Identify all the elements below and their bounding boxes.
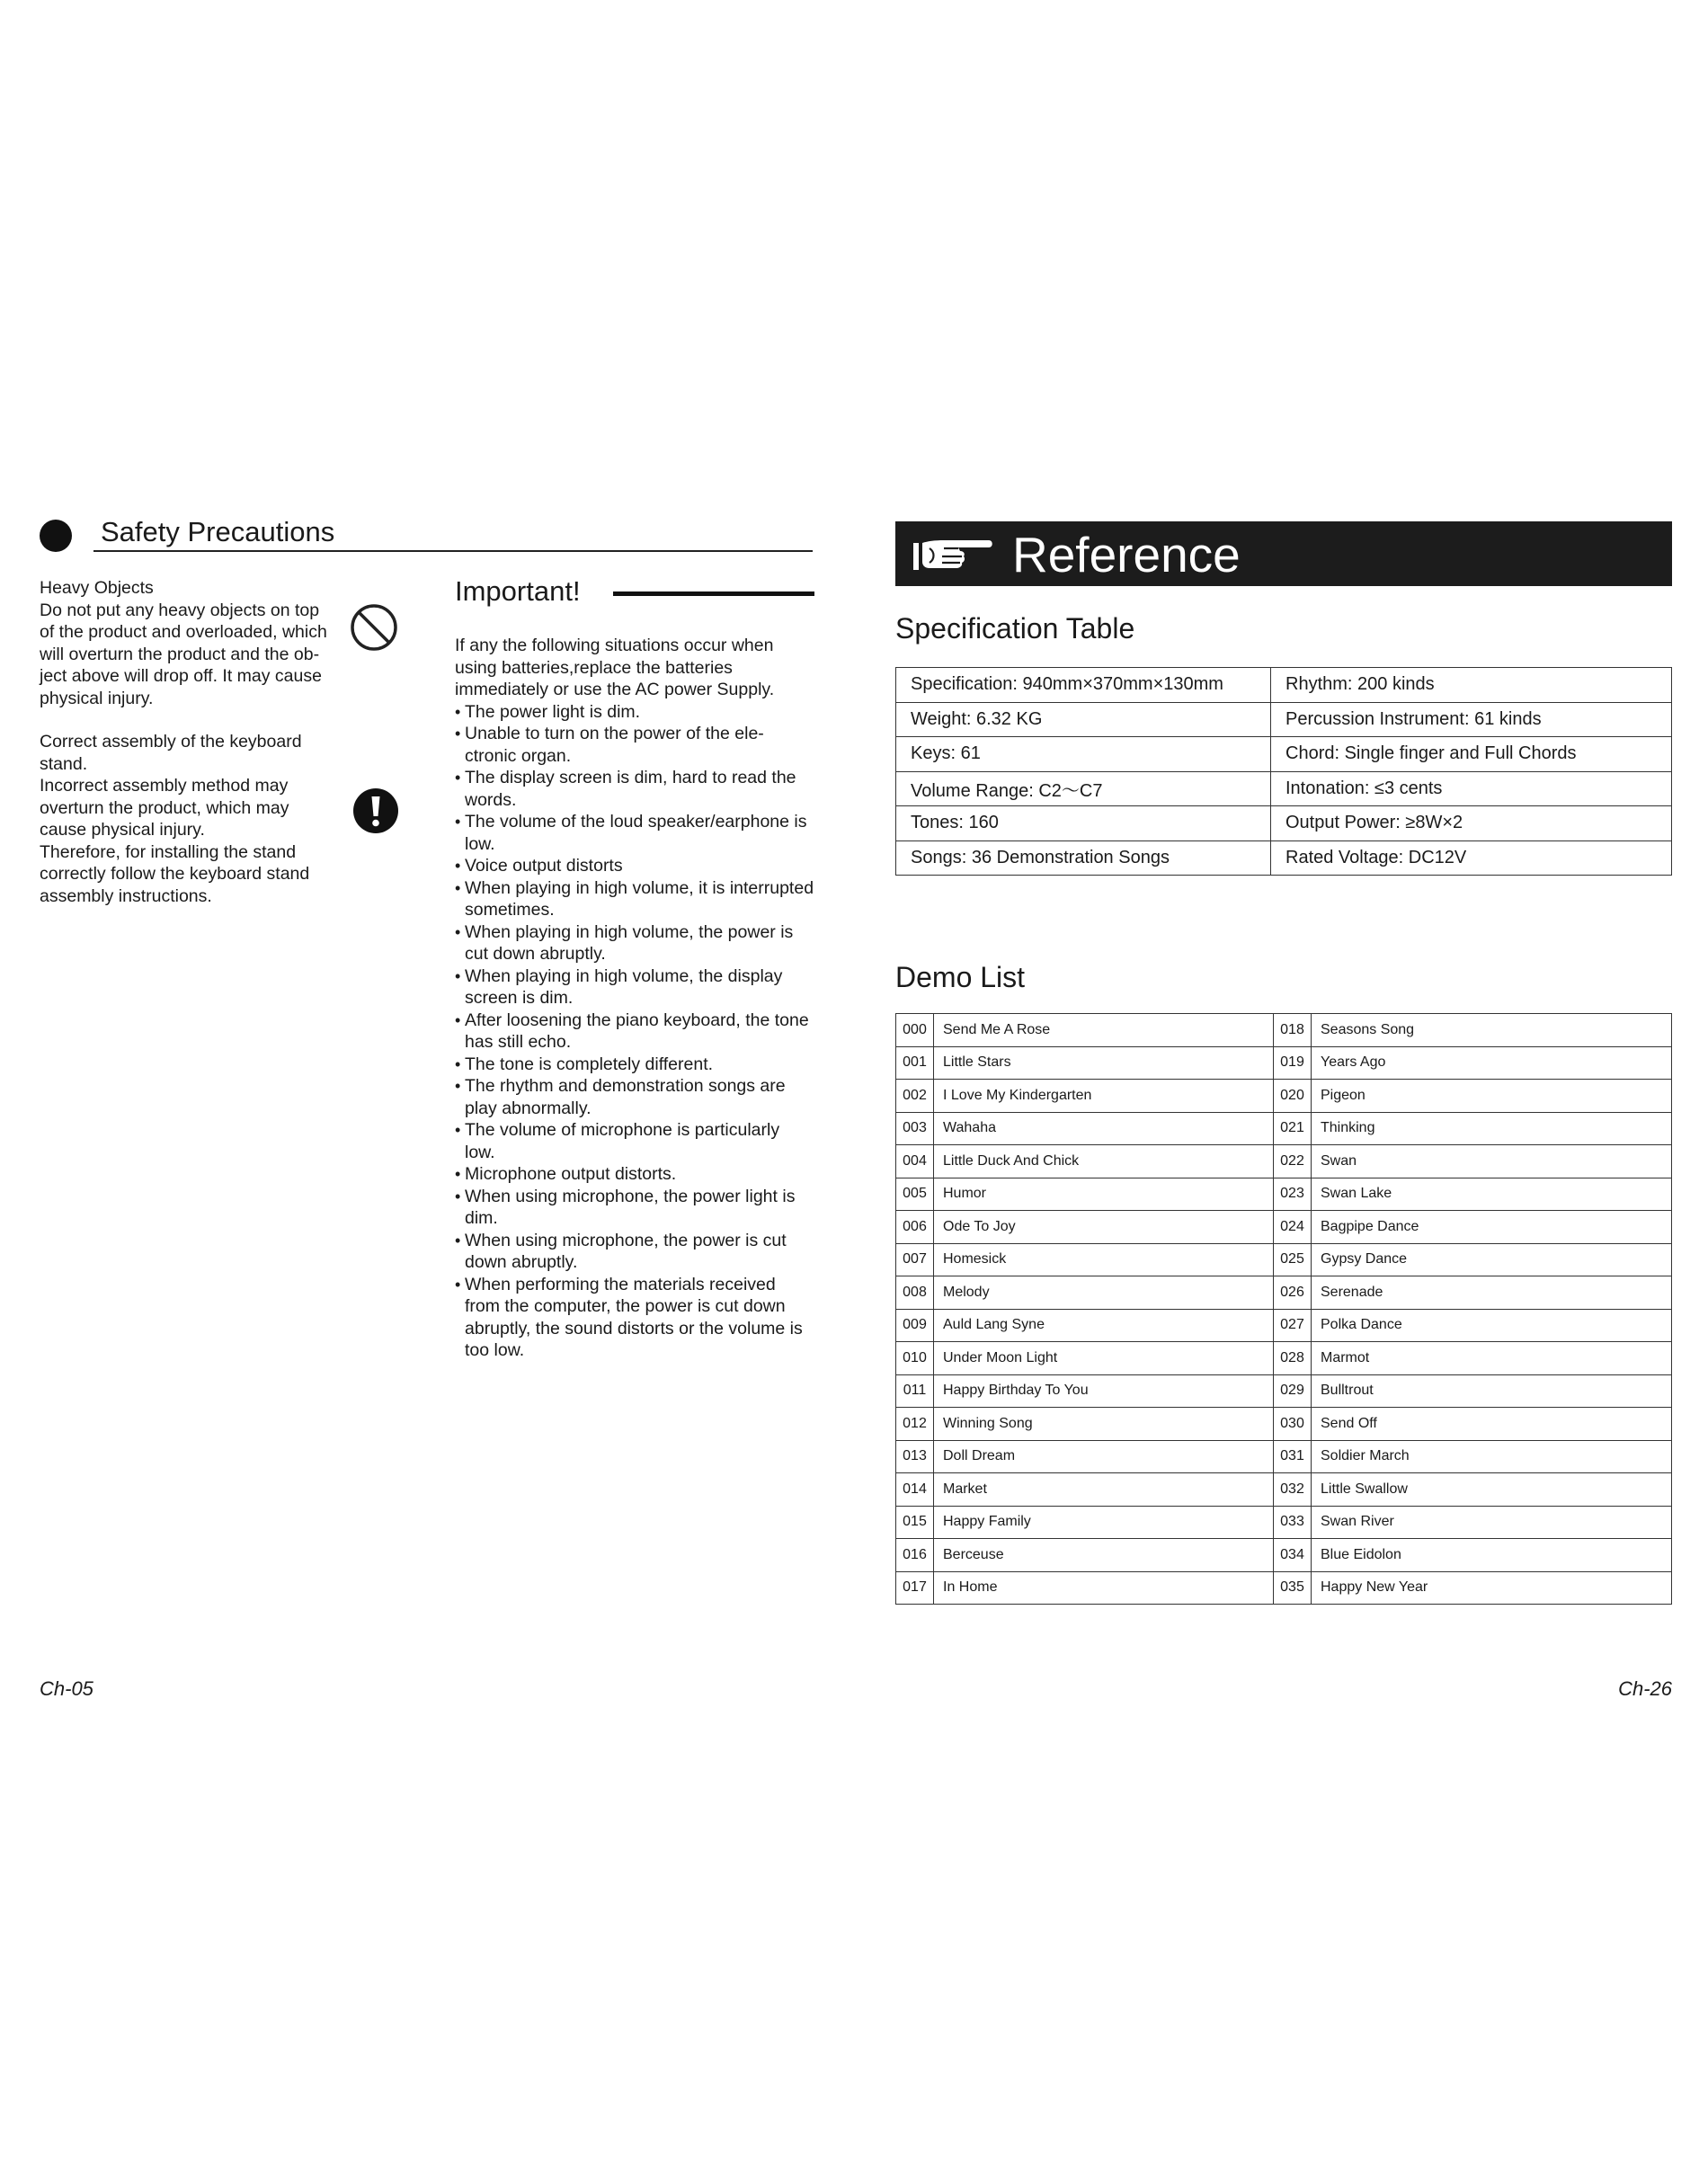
demo-number: 003 — [896, 1112, 934, 1145]
demo-song-title: Auld Lang Syne — [934, 1309, 1274, 1342]
list-item: • The rhythm and demonstration songs are play abnormally. — [455, 1075, 814, 1119]
demo-song-title: Berceuse — [934, 1539, 1274, 1572]
demo-number: 032 — [1274, 1473, 1312, 1507]
warning-exclamation-icon — [352, 787, 399, 834]
demo-song-title: Ode To Joy — [934, 1211, 1274, 1244]
reference-title: Reference — [1012, 527, 1241, 583]
demo-number: 033 — [1274, 1506, 1312, 1539]
demo-song-title: Doll Dream — [934, 1440, 1274, 1473]
safety-precautions-header — [40, 516, 813, 552]
heavy-objects-line: will overturn the product and the ob- — [40, 644, 320, 664]
demo-song-title: Happy New Year — [1312, 1571, 1672, 1605]
demo-number: 015 — [896, 1506, 934, 1539]
demo-number: 014 — [896, 1473, 934, 1507]
page-number-right: Ch-26 — [1618, 1677, 1672, 1700]
demo-number: 000 — [896, 1014, 934, 1047]
bullet-dot-icon — [40, 520, 72, 552]
demo-song-title: Winning Song — [934, 1408, 1274, 1441]
demo-number: 026 — [1274, 1276, 1312, 1310]
demo-number: 034 — [1274, 1539, 1312, 1572]
spec-cell: Intonation: ≤3 cents — [1271, 771, 1672, 806]
demo-number: 028 — [1274, 1342, 1312, 1375]
demo-song-title: Swan — [1312, 1145, 1672, 1178]
spec-row — [896, 840, 1672, 876]
demo-song-title: Blue Eidolon — [1312, 1539, 1672, 1572]
demo-number: 021 — [1274, 1112, 1312, 1145]
demo-list-title: Demo List — [895, 961, 1026, 993]
demo-row — [896, 1080, 1672, 1113]
header-divider — [93, 550, 813, 552]
important-title: Important! — [455, 575, 581, 607]
demo-song-title: Swan Lake — [1312, 1178, 1672, 1211]
demo-number: 006 — [896, 1211, 934, 1244]
demo-song-title: Happy Family — [934, 1506, 1274, 1539]
demo-song-title: Seasons Song — [1312, 1014, 1672, 1047]
spec-row — [896, 668, 1672, 703]
demo-song-title: Thinking — [1312, 1112, 1672, 1145]
heavy-objects-heading: Heavy Objects — [40, 578, 154, 598]
assembly-line: assembly instructions. — [40, 885, 212, 906]
spec-row — [896, 737, 1672, 772]
demo-song-title: Bulltrout — [1312, 1374, 1672, 1408]
demo-row — [896, 1342, 1672, 1375]
demo-row — [896, 1243, 1672, 1276]
demo-number: 023 — [1274, 1178, 1312, 1211]
list-item: • When playing in high volume, it is interrupted sometimes. — [455, 877, 814, 921]
demo-song-title: Wahaha — [934, 1112, 1274, 1145]
demo-song-title: Swan River — [1312, 1506, 1672, 1539]
demo-row — [896, 1506, 1672, 1539]
demo-row — [896, 1408, 1672, 1441]
spec-cell: Songs: 36 Demonstration Songs — [896, 840, 1271, 876]
specification-table-title: Specification Table — [895, 612, 1135, 645]
spec-row — [896, 806, 1672, 841]
demo-song-title: Little Swallow — [1312, 1473, 1672, 1507]
list-item: • The volume of microphone is particularly low. — [455, 1119, 814, 1163]
demo-number: 011 — [896, 1374, 934, 1408]
demo-number: 018 — [1274, 1014, 1312, 1047]
reference-banner — [895, 521, 1672, 586]
spec-cell: Specification: 940mm×370mm×130mm — [896, 668, 1271, 703]
demo-song-title: Homesick — [934, 1243, 1274, 1276]
pointing-hand-icon — [908, 532, 994, 575]
specification-table-body — [896, 668, 1672, 876]
demo-number: 008 — [896, 1276, 934, 1310]
demo-row — [896, 1276, 1672, 1310]
demo-number: 019 — [1274, 1046, 1312, 1080]
assembly-line: Correct assembly of the keyboard — [40, 732, 302, 752]
assembly-line: cause physical injury. — [40, 820, 205, 840]
demo-row — [896, 1440, 1672, 1473]
list-item: • The power light is dim. — [455, 701, 814, 724]
important-divider — [613, 591, 814, 596]
demo-song-title: Humor — [934, 1178, 1274, 1211]
demo-song-title: In Home — [934, 1571, 1274, 1605]
demo-number: 016 — [896, 1539, 934, 1572]
assembly-line: Incorrect assembly method may — [40, 776, 289, 796]
intro-line: using batteries,replace the batteries — [455, 657, 733, 678]
demo-number: 012 — [896, 1408, 934, 1441]
demo-row — [896, 1571, 1672, 1605]
spec-cell: Chord: Single finger and Full Chords — [1271, 737, 1672, 772]
spec-cell: Rated Voltage: DC12V — [1271, 840, 1672, 876]
page-number-left: Ch-05 — [40, 1677, 93, 1700]
section-title: Safety Precautions — [101, 516, 335, 547]
demo-number: 013 — [896, 1440, 934, 1473]
demo-song-title: Serenade — [1312, 1276, 1672, 1310]
demo-row — [896, 1309, 1672, 1342]
list-item: • After loosening the piano keyboard, the tone has still echo. — [455, 1009, 814, 1054]
demo-song-title: I Love My Kindergarten — [934, 1080, 1274, 1113]
heavy-objects-line: Do not put any heavy objects on top — [40, 600, 320, 620]
heavy-objects-line: physical injury. — [40, 688, 154, 708]
demo-song-title: Polka Dance — [1312, 1309, 1672, 1342]
demo-song-title: Little Stars — [934, 1046, 1274, 1080]
demo-number: 004 — [896, 1145, 934, 1178]
demo-song-title: Little Duck And Chick — [934, 1145, 1274, 1178]
spec-cell: Tones: 160 — [896, 806, 1271, 841]
demo-song-title: Gypsy Dance — [1312, 1243, 1672, 1276]
demo-number: 029 — [1274, 1374, 1312, 1408]
demo-number: 025 — [1274, 1243, 1312, 1276]
spec-cell: Percussion Instrument: 61 kinds — [1271, 702, 1672, 737]
demo-row — [896, 1211, 1672, 1244]
important-content — [455, 635, 814, 1362]
demo-row — [896, 1014, 1672, 1047]
spec-cell: Volume Range: C2～C7 — [896, 771, 1271, 806]
safety-notes — [40, 577, 336, 907]
demo-number: 007 — [896, 1243, 934, 1276]
demo-number: 020 — [1274, 1080, 1312, 1113]
spec-cell: Output Power: ≥8W×2 — [1271, 806, 1672, 841]
spec-row — [896, 702, 1672, 737]
demo-number: 009 — [896, 1309, 934, 1342]
demo-song-title: Marmot — [1312, 1342, 1672, 1375]
demo-number: 035 — [1274, 1571, 1312, 1605]
demo-list-body — [896, 1014, 1672, 1605]
demo-song-title: Happy Birthday To You — [934, 1374, 1274, 1408]
demo-song-title: Bagpipe Dance — [1312, 1211, 1672, 1244]
assembly-line: overturn the product, which may — [40, 797, 289, 818]
situation-list — [455, 701, 814, 1362]
list-item: • When using microphone, the power is cut down abruptly. — [455, 1230, 814, 1274]
demo-number: 005 — [896, 1178, 934, 1211]
demo-song-title: Market — [934, 1473, 1274, 1507]
demo-number: 017 — [896, 1571, 934, 1605]
demo-number: 027 — [1274, 1309, 1312, 1342]
demo-number: 010 — [896, 1342, 934, 1375]
heavy-objects-line: ject above will drop off. It may cause — [40, 666, 322, 686]
list-item: • When using microphone, the power light is dim. — [455, 1186, 814, 1230]
demo-number: 022 — [1274, 1145, 1312, 1178]
demo-number: 030 — [1274, 1408, 1312, 1441]
spec-cell: Weight: 6.32 KG — [896, 702, 1271, 737]
demo-song-title: Send Me A Rose — [934, 1014, 1274, 1047]
assembly-line: stand. — [40, 753, 88, 774]
demo-row — [896, 1473, 1672, 1507]
demo-row — [896, 1112, 1672, 1145]
list-item: • The tone is completely different. — [455, 1054, 814, 1076]
demo-row — [896, 1374, 1672, 1408]
spec-cell: Rhythm: 200 kinds — [1271, 668, 1672, 703]
list-item: • Microphone output distorts. — [455, 1163, 814, 1186]
demo-number: 002 — [896, 1080, 934, 1113]
demo-row — [896, 1178, 1672, 1211]
list-item: • The volume of the loud speaker/earphone is low. — [455, 811, 814, 855]
demo-row — [896, 1145, 1672, 1178]
demo-row — [896, 1539, 1672, 1572]
prohibition-icon — [349, 602, 399, 653]
specification-table — [895, 667, 1672, 876]
demo-song-title: Pigeon — [1312, 1080, 1672, 1113]
demo-list-table — [895, 1013, 1672, 1605]
important-header — [455, 575, 814, 611]
demo-song-title: Send Off — [1312, 1408, 1672, 1441]
demo-row — [896, 1046, 1672, 1080]
spec-cell: Keys: 61 — [896, 737, 1271, 772]
demo-song-title: Years Ago — [1312, 1046, 1672, 1080]
demo-number: 031 — [1274, 1440, 1312, 1473]
spec-row — [896, 771, 1672, 806]
list-item: • Unable to turn on the power of the ele-ctronic organ. — [455, 723, 814, 767]
demo-song-title: Under Moon Light — [934, 1342, 1274, 1375]
demo-song-title: Soldier March — [1312, 1440, 1672, 1473]
heavy-objects-line: of the product and overloaded, which — [40, 622, 327, 642]
spacer — [40, 709, 336, 731]
demo-song-title: Melody — [934, 1276, 1274, 1310]
intro-line: If any the following situations occur when — [455, 636, 774, 655]
assembly-line: correctly follow the keyboard stand — [40, 864, 310, 884]
list-item: • The display screen is dim, hard to read the words. — [455, 767, 814, 811]
list-item: • Voice output distorts — [455, 855, 814, 877]
demo-number: 024 — [1274, 1211, 1312, 1244]
assembly-line: Therefore, for installing the stand — [40, 841, 297, 862]
intro-line: immediately or use the AC power Supply. — [455, 680, 775, 699]
list-item: • When playing in high volume, the power is cut down abruptly. — [455, 921, 814, 965]
list-item: • When performing the materials received from the computer, the power is cut down abruptly, the sound distorts or the volume is too low. — [455, 1274, 814, 1362]
demo-number: 001 — [896, 1046, 934, 1080]
list-item: • When playing in high volume, the display screen is dim. — [455, 965, 814, 1009]
